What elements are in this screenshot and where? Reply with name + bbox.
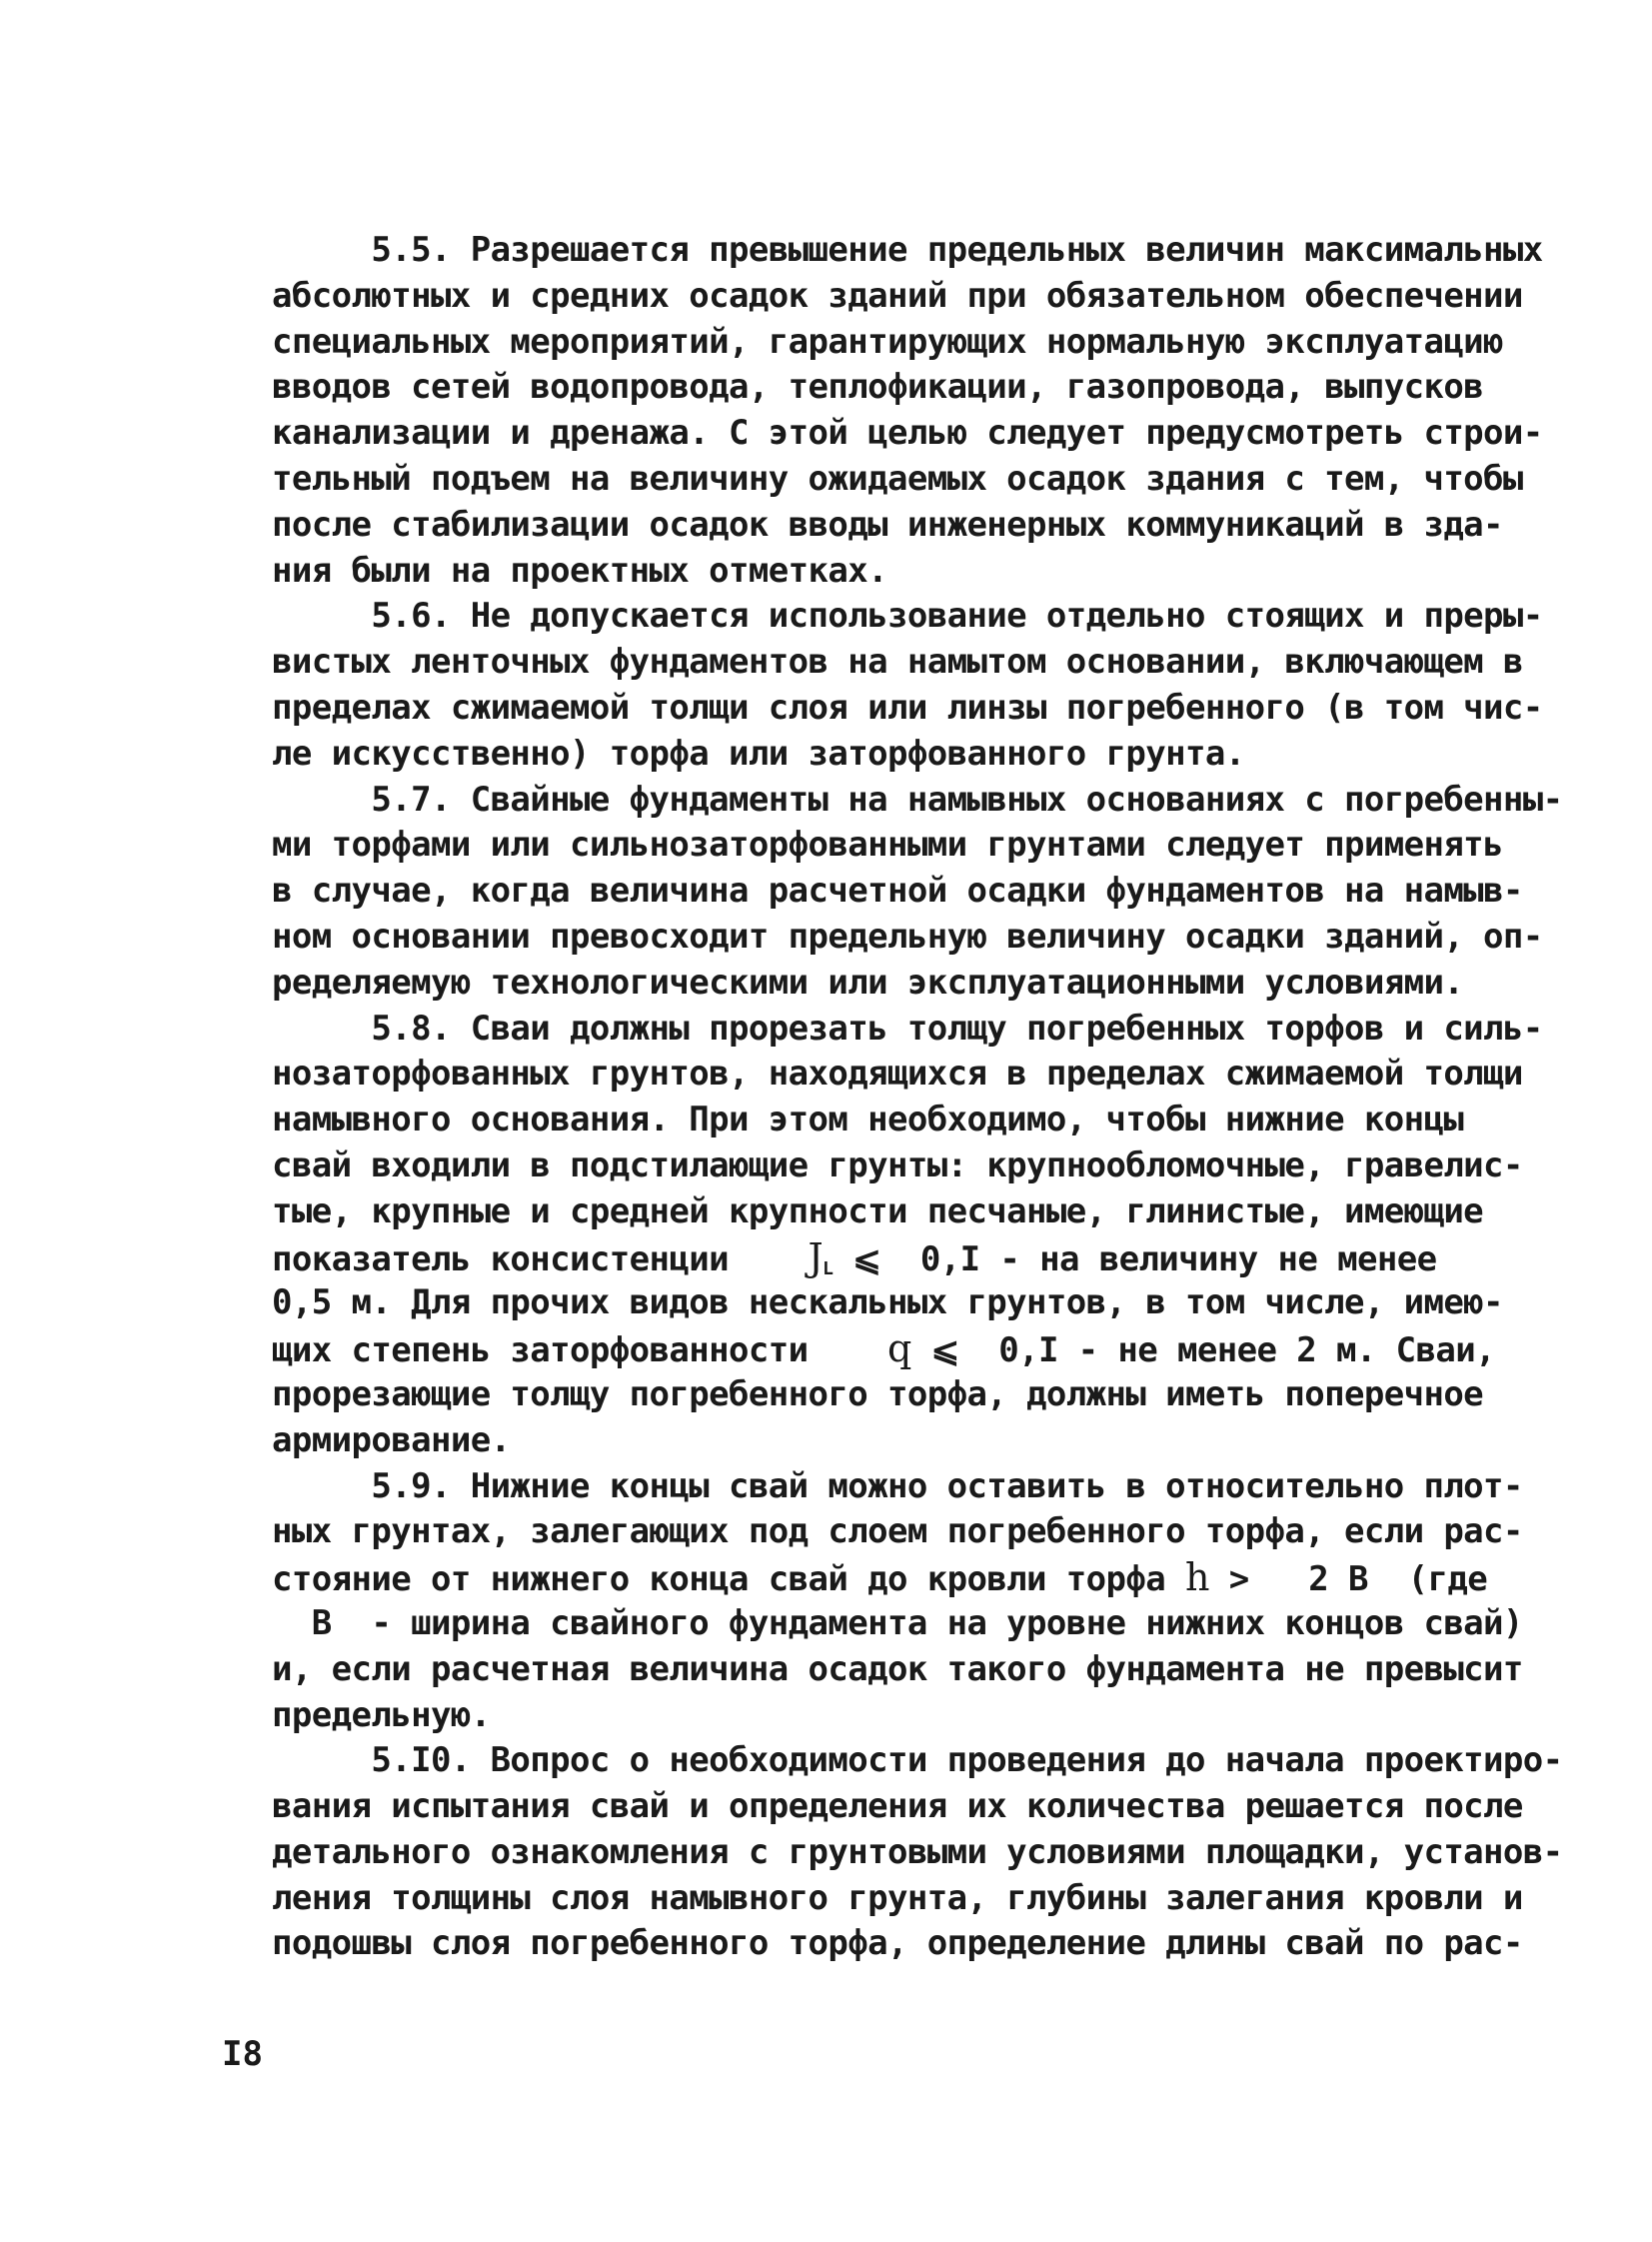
- consistency-index-symbol: J: [808, 1234, 824, 1279]
- text-segment: показатель консистенции: [272, 1238, 809, 1279]
- text-line: ния были на проектных отметках.: [272, 550, 887, 591]
- text-line: 5.I0. Вопрос о необходимости проведения до начала проектиро-: [272, 1740, 1563, 1781]
- text-line: в случае, когда величина расчетной осадки фундаментов на намыв-: [272, 871, 1523, 912]
- text-line: канализации и дренажа. С этой целью следует предусмотреть строи-: [272, 413, 1543, 454]
- text-line: нозаторфованных грунтов, находящихся в пределах сжимаемой толщи: [272, 1054, 1523, 1095]
- text-line: 5.5. Разрешается превышение предельных величин максимальных: [272, 230, 1543, 270]
- text-line: и, если расчетная величина осадок такого фундамента не превысит: [272, 1648, 1523, 1689]
- text-line: подошвы слоя погребенного торфа, определение длины свай по рас-: [272, 1923, 1523, 1964]
- text-line: вания испытания свай и определения их количества решается после: [272, 1786, 1523, 1827]
- text-line: армирование.: [272, 1419, 511, 1460]
- text-line: вистых ленточных фундаментов на намытом основании, включающем в: [272, 642, 1523, 683]
- text-line: детального ознакомления с грунтовыми условиями площадки, установ-: [272, 1831, 1563, 1872]
- text-line: ления толщины слоя намывного грунта, глубины залегания кровли и: [272, 1877, 1523, 1918]
- peat-degree-symbol: q: [886, 1326, 911, 1371]
- text-line: 5.6. Не допускается использование отдельно стоящих и преры-: [272, 596, 1543, 637]
- text-segment: ⩽ 0,I - на величину не менее: [832, 1238, 1437, 1279]
- document-body: [272, 228, 1563, 1967]
- text-line: прорезающие толщу погребенного торфа, должны иметь поперечное: [272, 1373, 1484, 1414]
- paragraph-5-8: [272, 1007, 1543, 1464]
- text-line: намывного основания. При этом необходимо, чтобы нижние концы: [272, 1100, 1464, 1140]
- text-line: В - ширина свайного фундамента на уровне нижних концов свай): [272, 1602, 1523, 1643]
- text-line-formula: [272, 1235, 1441, 1281]
- text-line-formula: [272, 1326, 1495, 1372]
- text-line: ных грунтах, залегающих под слоем погребенного торфа, если рас-: [272, 1511, 1523, 1552]
- paragraph-5-6: [272, 594, 1543, 777]
- text-line-formula: [272, 1555, 1488, 1601]
- distance-symbol: h: [1185, 1555, 1209, 1600]
- text-line: ределяемую технологическими или эксплуатационными условиями.: [272, 962, 1464, 1003]
- text-line: 5.9. Нижние концы свай можно оставить в относительно плот-: [272, 1465, 1523, 1506]
- text-line: свай входили в подстилающие грунты: крупнообломочные, гравелис-: [272, 1144, 1523, 1185]
- text-segment: щих степень заторфованности: [272, 1330, 887, 1371]
- text-line: вводов сетей водопровода, теплофикации, газопровода, выпусков: [272, 367, 1484, 408]
- paragraph-5-7: [272, 778, 1563, 1007]
- text-line: предельную.: [272, 1694, 491, 1735]
- text-line: специальных мероприятий, гарантирующих нормальную эксплуатацию: [272, 321, 1503, 362]
- paragraph-5-9: [272, 1464, 1523, 1739]
- text-segment: ⩽ 0,I - не менее 2 м. Сваи,: [910, 1330, 1495, 1371]
- text-segment: стояние от нижнего конца свай до кровли торфа: [272, 1559, 1186, 1600]
- consistency-index-subscript: L: [823, 1257, 833, 1279]
- text-line: тельный подъем на величину ожидаемых осадок здания с тем, чтобы: [272, 458, 1523, 499]
- paragraph-5-5: [272, 228, 1543, 594]
- text-segment: > 2 В (где: [1208, 1559, 1488, 1600]
- text-line: 5.8. Сваи должны прорезать толщу погребенных торфов и силь-: [272, 1008, 1543, 1049]
- text-line: ми торфами или сильнозаторфованными грунтами следует применять: [272, 825, 1503, 866]
- paragraph-5-10: [272, 1738, 1563, 1967]
- text-line: абсолютных и средних осадок зданий при обязательном обеспечении: [272, 275, 1523, 316]
- text-line: 0,5 м. Для прочих видов нескальных грунтов, в том числе, имею-: [272, 1282, 1503, 1323]
- text-line: тые, крупные и средней крупности песчаные, глинистые, имеющие: [272, 1190, 1484, 1231]
- text-line: пределах сжимаемой толщи слоя или линзы погребенного (в том чис-: [272, 687, 1543, 728]
- text-line: 5.7. Свайные фундаменты на намывных основаниях с погребенны-: [272, 779, 1563, 820]
- text-line: ном основании превосходит предельную величину осадки зданий, оп-: [272, 916, 1543, 957]
- text-line: ле искусственно) торфа или заторфованного грунта.: [272, 733, 1245, 774]
- page-number: I8: [222, 2034, 263, 2074]
- text-line: после стабилизации осадок вводы инженерных коммуникаций в зда-: [272, 504, 1503, 545]
